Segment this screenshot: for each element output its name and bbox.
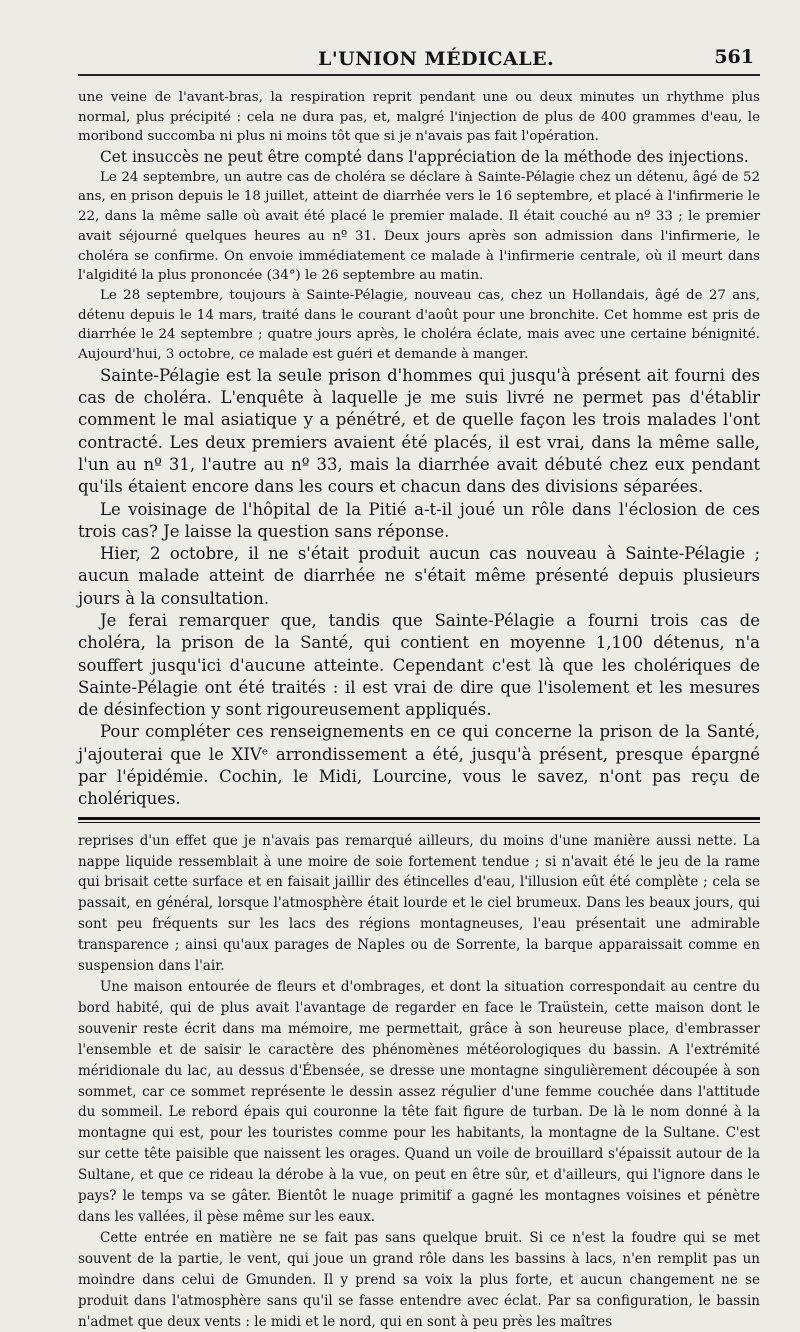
separator-thin-rule bbox=[78, 822, 760, 823]
article-paragraph: Sainte-Pélagie est la seule prison d'hommes qui jusqu'à présent ait fourni des cas de choléra. L'enquête à laquelle je me suis livré ne permet pas d'établir comment le mal asiatique y a pénétré, et de quelle façon les trois malades l'ont contracté. Les deux premiers avaient été placés, il est vrai, dans la même salle, l'un au nº 31, l'autre au nº 33, mais la diarrhée avait débuté chez eux pendant qu'ils étaient encore dans les cours et chacun dans des divisions séparées. bbox=[78, 365, 760, 497]
feuilleton-section bbox=[78, 831, 760, 1332]
main-article bbox=[78, 88, 760, 811]
article-paragraph: Le 28 septembre, toujours à Sainte-Pélagie, nouveau cas, chez un Hollandais, âgé de 27 ans, détenu depuis le 14 mars, traité dans le courant d'août pour une bronchite. Cet homme est pris de diarrhée le 24 septembre ; quatre jours après, le choléra éclate, mais avec une certaine bénignité. Aujourd'hui, 3 octobre, ce malade est guéri et demande à manger. bbox=[78, 287, 760, 363]
article-paragraph: Je ferai remarquer que, tandis que Sainte-Pélagie a fourni trois cas de choléra, la prison de la Santé, qui contient en moyenne 1,100 détenus, n'a souffert jusqu'ici d'aucune atteinte. Cependant c'est là que les cholériques de Sainte-Pélagie ont été traités : il est vrai de dire que l'isolement et les mesures de désinfection y sont rigoureusement appliqués. bbox=[78, 611, 760, 720]
header-rule bbox=[78, 74, 760, 76]
feuilleton-paragraph: reprises d'un effet que je n'avais pas remarqué ailleurs, du moins d'une manière aussi nette. La nappe liquide ressemblait à une moire de soie fortement tendue ; si n'avait été le jeu de la rame qui brisait cette surface et en faisait jaillir des étincelles d'eau, l'illusion eût été complète ; cela se passait, en général, lorsque l'atmosphère était lourde et le ciel brumeux. Dans les beaux jours, qui sont peu fréquents sur les lacs des régions montagneuses, l'eau présentait une admirable transparence ; ainsi qu'aux parages de Naples ou de Sorrente, la barque apparaissait comme en suspension dans l'air. bbox=[78, 832, 760, 975]
separator-thick-rule bbox=[78, 817, 760, 820]
article-paragraph: Pour compléter ces renseignements en ce qui concerne la prison de la Santé, j'ajouterai que le XIVᵉ arrondissement a été, jusqu'à présent, presque épargné par l'épidémie. Cochin, le Midi, Lourcine, vous le savez, n'ont pas reçu de cholériques. bbox=[78, 722, 760, 809]
feuilleton-paragraph: Cette entrée en matière ne se fait pas sans quelque bruit. Si ce n'est la foudre qui se met souvent de la partie, le vent, qui joue un grand rôle dans les bassins à lacs, n'en remplit pas un moindre dans celui de Gmunden. Il y prend sa voix la plus forte, et aucun changement ne se produit dans l'atmosphère sans qu'il se fasse entendre avec éclat. Par sa configuration, le bassin n'admet que deux vents : le midi et le nord, qui en sont à peu près les maîtres bbox=[78, 1229, 760, 1330]
article-paragraph: une veine de l'avant-bras, la respiration reprit pendant une ou deux minutes un rhythme plus normal, plus précipité : cela ne dura pas, et, malgré l'injection de plus de 400 grammes d'eau, le moribond succomba ni plus ni moins tôt que si je n'avais pas fait l'opération. bbox=[78, 90, 760, 145]
feuilleton-separator bbox=[78, 817, 760, 823]
running-head bbox=[78, 0, 760, 76]
article-paragraph: Le 24 septembre, un autre cas de choléra se déclare à Sainte-Pélagie chez un détenu, âgé de 52 ans, en prison depuis le 18 juillet, atteint de diarrhée vers le 16 septembre, et placé à l'infirmerie le 22, dans la même salle où avait été placé le premier malade. Il était couché au nº 33 ; le premier avait séjourné quelques heures au nº 31. Deux jours après son admission dans l'infirmerie, le choléra se confirme. On envoie immédiatement ce malade à l'infirmerie centrale, où il meurt dans l'algidité la plus prononcée (34°) le 26 septembre au matin. bbox=[78, 169, 760, 284]
feuilleton-paragraph: Une maison entourée de fleurs et d'ombrages, et dont la situation correspondait au centre du bord habité, qui de plus avait l'avantage de regarder en face le Traüstein, cette maison dont le souvenir reste écrit dans ma mémoire, me permettait, grâce à son heureuse place, d'embrasser l'ensemble et de saisir le caractère des phénomènes météorologiques du bassin. A l'extrémité méridionale du lac, au dessus d'Ébensée, se dresse une montagne singulièrement découpée à son sommet, car ce sommet représente le dessin assez régulier d'une femme couchée dans l'attitude du sommeil. Le rebord épais qui couronne la tête fait figure de turban. De là le nom donné à la montagne qui est, pour les touristes comme pour les habitants, la montagne de la Sultane. C'est sur cette tête paisible que naissent les orages. Quand un voile de brouillard s'épaissit autour de la Sultane, et que ce rideau la dérobe à la vue, on peut en être sûr, et d'ailleurs, qui l'ignore dans le pays? le temps va se gâter. Bientôt le nuage primitif a gagné les montagnes voisines et pénètre dans les vallées, il pèse même sur les eaux. bbox=[78, 979, 760, 1225]
article-paragraph: Le voisinage de l'hôpital de la Pitié a-t-il joué un rôle dans l'éclosion de ces trois cas? Je laisse la question sans réponse. bbox=[78, 499, 760, 541]
article-paragraph: Hier, 2 octobre, il ne s'était produit aucun cas nouveau à Sainte-Pélagie ; aucun malade atteint de diarrhée ne s'était même présenté depuis plusieurs jours à la consultation. bbox=[78, 544, 760, 608]
article-paragraph: Cet insuccès ne peut être compté dans l'appréciation de la méthode des injections. bbox=[100, 148, 749, 167]
journal-title: L'UNION MÉDICALE. bbox=[318, 48, 555, 70]
page-number: 561 bbox=[714, 46, 754, 68]
